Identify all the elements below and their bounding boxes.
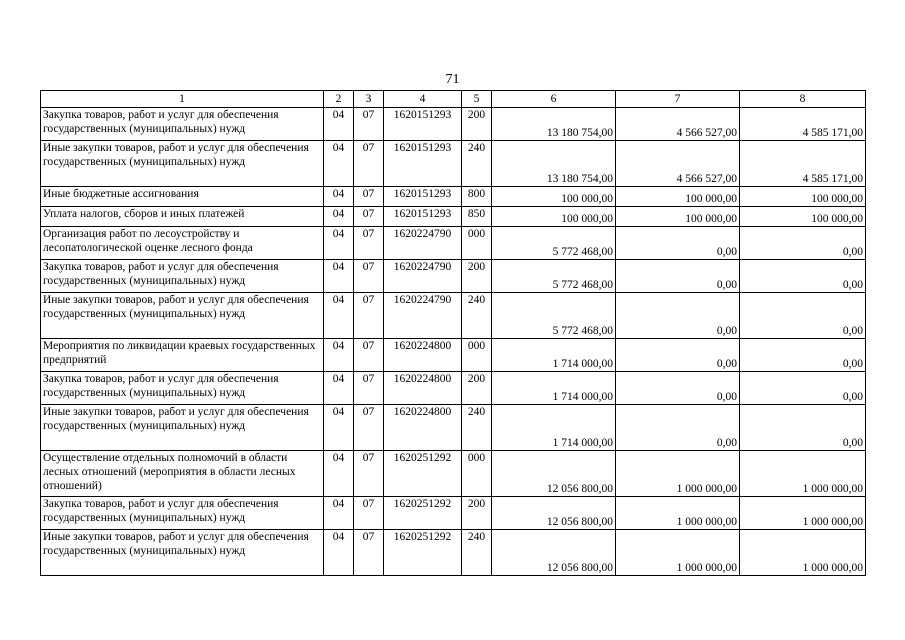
row-target-article: 1620151293 (384, 187, 462, 207)
row-expense-type: 240 (462, 405, 492, 451)
row-subsection: 07 (354, 141, 384, 187)
row-section: 04 (324, 108, 354, 141)
row-amount-col6: 1 714 000,00 (492, 339, 616, 372)
row-section: 04 (324, 207, 354, 227)
row-subsection: 07 (354, 497, 384, 530)
budget-table (40, 90, 866, 576)
row-subsection: 07 (354, 227, 384, 260)
row-amount-col7: 0,00 (616, 260, 740, 293)
row-section: 04 (324, 293, 354, 339)
row-name: Иные закупки товаров, работ и услуг для обеспечения государственных (муниципальных) нужд (41, 293, 324, 339)
row-amount-col8: 100 000,00 (740, 187, 866, 207)
row-amount-col6: 13 180 754,00 (492, 108, 616, 141)
row-section: 04 (324, 260, 354, 293)
row-name: Уплата налогов, сборов и иных платежей (41, 207, 324, 227)
row-amount-col8: 0,00 (740, 372, 866, 405)
row-section: 04 (324, 497, 354, 530)
row-amount-col7: 1 000 000,00 (616, 497, 740, 530)
row-expense-type: 000 (462, 339, 492, 372)
table-row (41, 187, 866, 207)
row-expense-type: 200 (462, 372, 492, 405)
column-header: 4 (384, 91, 462, 108)
row-amount-col6: 5 772 468,00 (492, 293, 616, 339)
row-target-article: 1620224790 (384, 227, 462, 260)
row-subsection: 07 (354, 108, 384, 141)
row-expense-type: 200 (462, 108, 492, 141)
row-name: Осуществление отдельных полномочий в области лесных отношений (мероприятия в области лесных отношений) (41, 451, 324, 497)
row-name: Мероприятия по ликвидации краевых государственных предприятий (41, 339, 324, 372)
row-amount-col7: 1 000 000,00 (616, 530, 740, 576)
row-amount-col6: 5 772 468,00 (492, 260, 616, 293)
row-amount-col7: 4 566 527,00 (616, 108, 740, 141)
column-header: 6 (492, 91, 616, 108)
row-section: 04 (324, 530, 354, 576)
table-row (41, 497, 866, 530)
row-amount-col6: 12 056 800,00 (492, 451, 616, 497)
row-amount-col6: 13 180 754,00 (492, 141, 616, 187)
row-amount-col7: 4 566 527,00 (616, 141, 740, 187)
row-expense-type: 240 (462, 293, 492, 339)
row-amount-col8: 0,00 (740, 260, 866, 293)
row-subsection: 07 (354, 372, 384, 405)
header-row (41, 91, 866, 108)
table-row (41, 260, 866, 293)
row-subsection: 07 (354, 339, 384, 372)
row-name: Иные закупки товаров, работ и услуг для обеспечения государственных (муниципальных) нужд (41, 530, 324, 576)
row-amount-col6: 1 714 000,00 (492, 372, 616, 405)
row-target-article: 1620251292 (384, 497, 462, 530)
table-row (41, 339, 866, 372)
column-header: 3 (354, 91, 384, 108)
table-row (41, 108, 866, 141)
table-row (41, 451, 866, 497)
row-subsection: 07 (354, 260, 384, 293)
row-section: 04 (324, 339, 354, 372)
row-amount-col8: 0,00 (740, 339, 866, 372)
row-section: 04 (324, 187, 354, 207)
table-row (41, 227, 866, 260)
row-amount-col8: 4 585 171,00 (740, 141, 866, 187)
table-row (41, 530, 866, 576)
row-subsection: 07 (354, 207, 384, 227)
row-expense-type: 800 (462, 187, 492, 207)
row-amount-col8: 1 000 000,00 (740, 451, 866, 497)
row-section: 04 (324, 227, 354, 260)
row-name: Иные закупки товаров, работ и услуг для обеспечения государственных (муниципальных) нужд (41, 141, 324, 187)
row-name: Закупка товаров, работ и услуг для обеспечения государственных (муниципальных) нужд (41, 260, 324, 293)
row-amount-col7: 100 000,00 (616, 187, 740, 207)
table-row (41, 141, 866, 187)
row-subsection: 07 (354, 530, 384, 576)
row-name: Закупка товаров, работ и услуг для обеспечения государственных (муниципальных) нужд (41, 108, 324, 141)
column-header: 1 (41, 91, 324, 108)
row-section: 04 (324, 141, 354, 187)
row-amount-col6: 100 000,00 (492, 207, 616, 227)
row-expense-type: 200 (462, 260, 492, 293)
row-amount-col7: 0,00 (616, 339, 740, 372)
row-amount-col8: 0,00 (740, 405, 866, 451)
row-expense-type: 240 (462, 530, 492, 576)
row-name: Иные закупки товаров, работ и услуг для обеспечения государственных (муниципальных) нужд (41, 405, 324, 451)
row-amount-col7: 0,00 (616, 227, 740, 260)
row-amount-col8: 1 000 000,00 (740, 530, 866, 576)
row-section: 04 (324, 451, 354, 497)
row-amount-col8: 0,00 (740, 293, 866, 339)
row-name: Закупка товаров, работ и услуг для обеспечения государственных (муниципальных) нужд (41, 497, 324, 530)
table-row (41, 405, 866, 451)
row-expense-type: 000 (462, 451, 492, 497)
row-expense-type: 240 (462, 141, 492, 187)
row-amount-col7: 1 000 000,00 (616, 451, 740, 497)
row-amount-col6: 5 772 468,00 (492, 227, 616, 260)
row-amount-col7: 0,00 (616, 293, 740, 339)
row-target-article: 1620224800 (384, 372, 462, 405)
row-amount-col8: 4 585 171,00 (740, 108, 866, 141)
row-target-article: 1620251292 (384, 530, 462, 576)
row-expense-type: 000 (462, 227, 492, 260)
column-header: 7 (616, 91, 740, 108)
column-header: 5 (462, 91, 492, 108)
row-target-article: 1620224800 (384, 405, 462, 451)
row-amount-col6: 12 056 800,00 (492, 530, 616, 576)
row-target-article: 1620251292 (384, 451, 462, 497)
row-expense-type: 850 (462, 207, 492, 227)
table-row (41, 293, 866, 339)
row-name: Организация работ по лесоустройству и лесопатологической оценке лесного фонда (41, 227, 324, 260)
row-amount-col8: 1 000 000,00 (740, 497, 866, 530)
row-section: 04 (324, 372, 354, 405)
row-target-article: 1620151293 (384, 108, 462, 141)
row-subsection: 07 (354, 405, 384, 451)
row-amount-col6: 100 000,00 (492, 187, 616, 207)
row-subsection: 07 (354, 187, 384, 207)
row-name: Закупка товаров, работ и услуг для обеспечения государственных (муниципальных) нужд (41, 372, 324, 405)
row-amount-col6: 12 056 800,00 (492, 497, 616, 530)
row-amount-col8: 0,00 (740, 227, 866, 260)
row-target-article: 1620151293 (384, 141, 462, 187)
row-section: 04 (324, 405, 354, 451)
row-name: Иные бюджетные ассигнования (41, 187, 324, 207)
row-amount-col7: 0,00 (616, 405, 740, 451)
row-amount-col6: 1 714 000,00 (492, 405, 616, 451)
row-amount-col8: 100 000,00 (740, 207, 866, 227)
row-target-article: 1620224790 (384, 293, 462, 339)
row-subsection: 07 (354, 451, 384, 497)
table-row (41, 372, 866, 405)
row-amount-col7: 0,00 (616, 372, 740, 405)
column-header: 8 (740, 91, 866, 108)
page-number: 71 (445, 72, 460, 87)
row-target-article: 1620224800 (384, 339, 462, 372)
row-expense-type: 200 (462, 497, 492, 530)
row-amount-col7: 100 000,00 (616, 207, 740, 227)
row-target-article: 1620151293 (384, 207, 462, 227)
row-target-article: 1620224790 (384, 260, 462, 293)
column-header: 2 (324, 91, 354, 108)
table-row (41, 207, 866, 227)
row-subsection: 07 (354, 293, 384, 339)
